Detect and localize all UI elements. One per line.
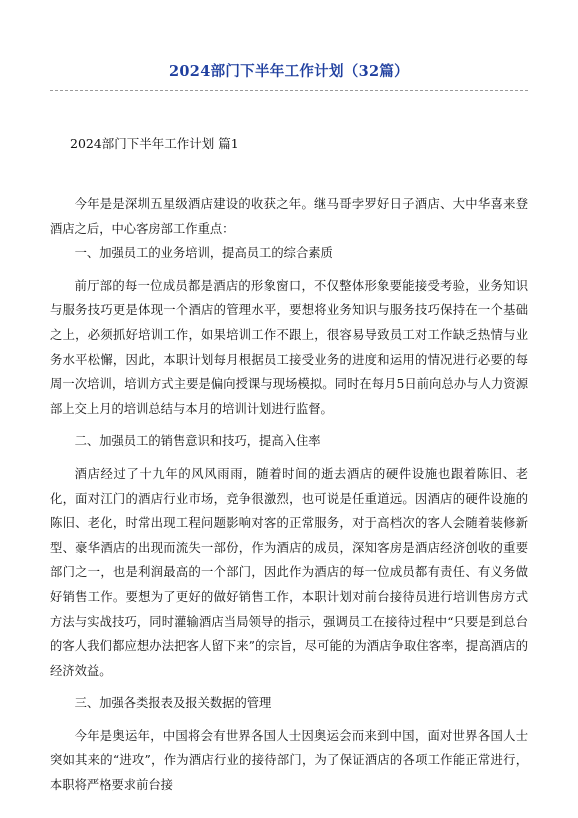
document-body: [50, 132, 528, 798]
spacer: [50, 683, 528, 691]
spacer: [50, 716, 528, 724]
section-body-2: 酒店经过了十九年的风风雨雨，随着时间的逝去酒店的硬件设施也跟着陈旧、老化，面对江门的酒店行业市场，竞争很激烈，也可说是任重道远。因酒店的硬件设施的陈旧、老化，时常出现工程问题影响对客的正常服务，对于高档次的客人会随着装修新型、豪华酒店的出现而流失一部份，作为酒店的成员，深知客房是酒店经济创收的重要部门之一，也是利润最高的一个部门，因此作为酒店的每一位成员都有责任、有义务做好销售工作。要想为了更好的做好销售工作，本职计划对前台接待员进行培训售房方式方法与实战技巧，同时灌输酒店当局领导的指示，强调员工在接待过程中“只要是到总台的客人我们都应想办法把客人留下来”的宗旨，尽可能的为酒店争取住客率，提高酒店的经济效益。: [50, 466, 528, 678]
document-title: 2024部门下半年工作计划（32篇）: [169, 63, 409, 80]
section-heading-3: 三、加强各类报表及报关数据的管理: [74, 696, 272, 711]
section-heading-1: 一、加强员工的业务培训，提高员工的综合素质: [74, 246, 333, 261]
title-divider: [50, 90, 528, 91]
section-body-3: 今年是奥运年，中国将会有世界各国人士因奥运会而来到中国，面对世界各国人士突如其来的“进攻”，作为酒店行业的接待部门，为了保证酒店的各项工作能正常进行，本职将严格要求前台接: [50, 728, 528, 793]
spacer: [50, 421, 528, 429]
section-heading-2: 二、加强员工的销售意识和技巧，提高入住率: [74, 434, 321, 449]
section-body-1: 前厅部的每一位成员都是酒店的形象窗口，不仅整体形象要能接受考验，业务知识与服务技巧更是体现一个酒店的管理水平，要想将业务知识与服务技巧保持在一个基础之上，必须抓好培训工作，如果培训工作不跟上，很容易导致员工对工作缺乏热情与业务水平松懈，因此，本职计划每月根据员工接受业务的进度和运用的情况进行必要的每周一次培训，培训方式主要是偏向授课与现场模拟。同时在每月5日前向总办与人力资源部上交上月的培训总结与本月的培训计划进行监督。: [50, 278, 528, 416]
article-subtitle: 2024部门下半年工作计划 篇1: [70, 136, 239, 151]
spacer: [50, 266, 528, 274]
spacer: [50, 454, 528, 462]
intro-paragraph: 今年是是深圳五星级酒店建设的收获之年。继马哥孛罗好日子酒店、大中华喜来登酒店之后，中心客房部工作重点：: [50, 197, 528, 236]
